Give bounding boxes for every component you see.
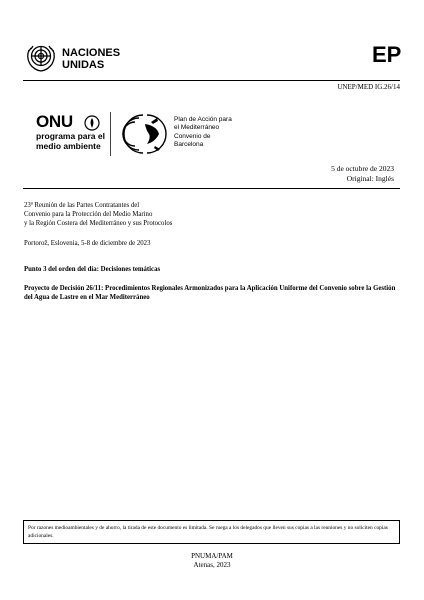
map-convention-name <box>174 116 232 149</box>
org-name-line1: NACIONES <box>62 47 121 59</box>
meeting-line2: Convenio para la Protección del Medio Marino <box>24 211 153 219</box>
print-notice-box <box>23 520 400 544</box>
document-language-code: EP <box>372 42 402 67</box>
programme-name <box>36 132 105 151</box>
map-emblem-icon <box>117 112 169 156</box>
logo-divider <box>110 112 111 156</box>
map-line4: Barcelona <box>174 140 204 148</box>
meeting-line1: 23ª Reunión de las Partes Contratantes del <box>24 202 140 209</box>
header-rule <box>23 80 400 81</box>
meeting-title <box>24 201 384 229</box>
onu-logo-text: ONU <box>36 112 73 131</box>
document-symbol: UNEP/MED IG.26/14 <box>337 83 400 91</box>
original-language: Original: Inglés <box>346 173 394 183</box>
print-notice-text: Por razones medioambientales y de ahorro, la tirada de este documento es limitada. Se ruega a los delegados que lleven sus copias a las reuniones y no soliciten copias adicionales. <box>28 525 388 539</box>
organization-name <box>62 47 120 71</box>
unep-logo-icon <box>84 115 100 131</box>
draft-decision-title: Proyecto de Decisión 26/11: Procedimientos Regionales Armonizados para la Aplicación Uniforme del Convenio sobre la Gestión del Agua de Lastre en el Mar Mediterráneo <box>24 285 396 302</box>
date-block <box>331 164 394 183</box>
section-rule <box>23 188 400 189</box>
meeting-place-date: Portorož, Eslovenia, 5-8 de diciembre de 2023 <box>24 240 151 247</box>
footer-place-year: Atenas, 2023 <box>193 561 231 569</box>
document-date: 5 de octubre de 2023 <box>331 164 394 173</box>
footer-org: PNUMA/PAM <box>191 552 233 560</box>
agenda-item: Punto 3 del orden del día: Decisiones temáticas <box>24 266 161 273</box>
map-line3: Convenio de <box>174 132 211 140</box>
programme-line2: medio ambiente <box>36 140 101 151</box>
un-emblem-icon <box>24 40 58 74</box>
programme-line1: programa para el <box>36 131 105 141</box>
map-line2: el Mediterráneo <box>174 124 220 132</box>
org-name-line2: UNIDAS <box>62 59 105 71</box>
meeting-line3: y la Región Costera del Mediterráneo y sus Protocolos <box>24 220 173 228</box>
map-line1: Plan de Acción para <box>174 116 232 123</box>
footer <box>0 552 424 570</box>
